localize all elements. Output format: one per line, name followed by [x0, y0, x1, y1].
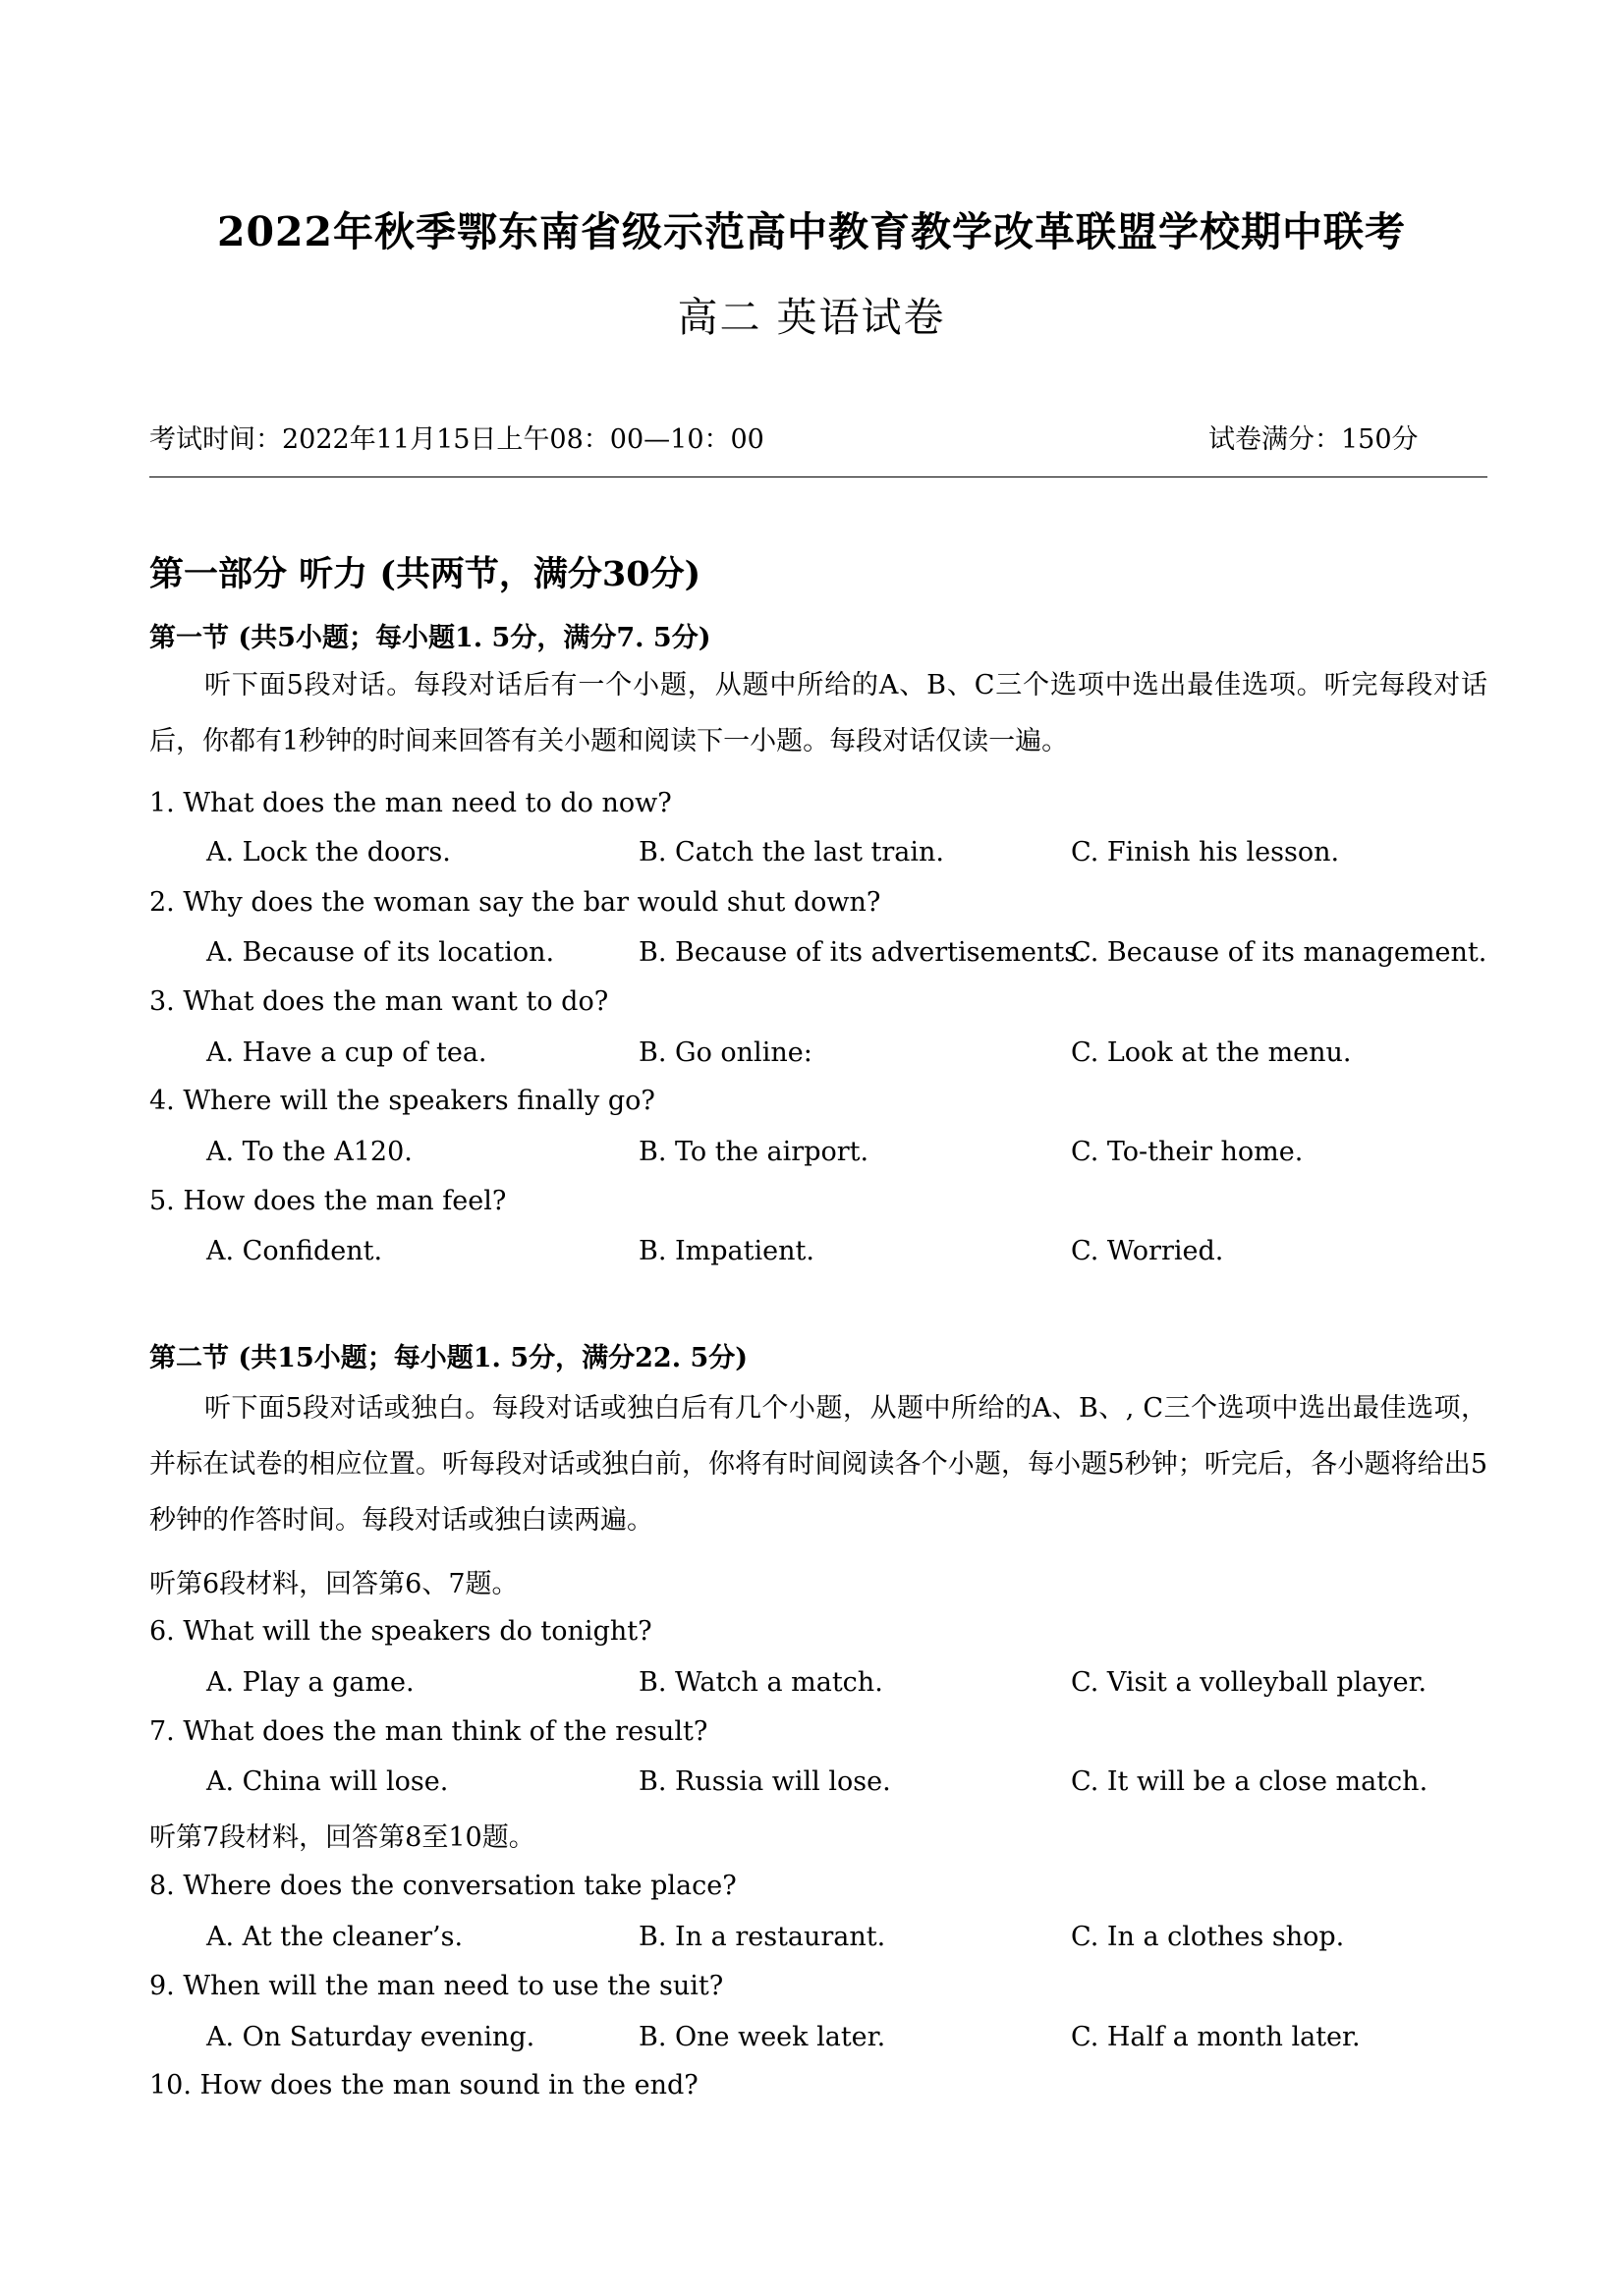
- question-6: 6. What will the speakers do tonight?: [149, 1616, 652, 1647]
- q3-option-c: C. Look at the menu.: [1071, 1037, 1352, 1068]
- q1-option-c: C. Finish his lesson.: [1071, 837, 1340, 868]
- q7-option-b: B. Russia will lose.: [639, 1766, 891, 1797]
- question-8: 8. Where does the conversation take place?: [149, 1871, 737, 1901]
- q8-option-c: C. In a clothes shop.: [1071, 1922, 1345, 1952]
- exam-title: 2022年秋季鄂东南省级示范高中教育教学改革联盟学校期中联考: [216, 208, 1407, 255]
- q3-option-a: A. Have a cup of tea.: [206, 1037, 487, 1068]
- q9-option-b: B. One week later.: [639, 2022, 886, 2052]
- question-1: 1. What does the man need to do now?: [149, 788, 672, 818]
- q7-option-c: C. It will be a close match.: [1071, 1766, 1428, 1797]
- exam-subtitle: 高二 英语试卷: [677, 294, 946, 341]
- question-2: 2. Why does the woman say the bar would shut down?: [149, 887, 881, 918]
- question-10: 10. How does the man sound in the end?: [149, 2070, 699, 2100]
- q8-option-b: B. In a restaurant.: [639, 1922, 886, 1952]
- part1-heading: 第一部分 听力 (共两节，满分30分): [149, 554, 701, 594]
- q2-option-a: A. Because of its location.: [206, 937, 555, 968]
- material-6-note: 听第6段材料，回答第6、7题。: [149, 1569, 519, 1599]
- q5-option-b: B. Impatient.: [639, 1236, 814, 1266]
- q5-option-a: A. Confident.: [206, 1236, 383, 1266]
- section2-instructions: 听下面5段对话或独白。每段对话或独白后有几个小题，从题中所给的A、B、, C三个选项中选出最佳选项，并标在试卷的相应位置。听每段对话或独白前，你将有时间阅读各个小题，每小题5秒钟；听完后，各小题将给出5秒钟的作答时间。每段对话或独白读两遍。: [149, 1393, 1487, 1536]
- question-3: 3. What does the man want to do?: [149, 986, 609, 1017]
- q1-option-b: B. Catch the last train.: [639, 837, 944, 868]
- q4-option-b: B. To the airport.: [639, 1137, 869, 1167]
- q3-option-b: B. Go online:: [639, 1037, 812, 1068]
- question-7: 7. What does the man think of the result?: [149, 1716, 708, 1747]
- q2-option-b: B. Because of its advertisements.: [639, 937, 1087, 968]
- q2-option-c: C. Because of its management.: [1071, 937, 1487, 968]
- q4-option-a: A. To the A120.: [206, 1137, 413, 1167]
- q4-option-c: C. To-their home.: [1071, 1137, 1304, 1167]
- full-score: 试卷满分：150分: [1208, 424, 1419, 455]
- q9-option-c: C. Half a month later.: [1071, 2022, 1361, 2052]
- section1-heading: 第一节 (共5小题；每小题1. 5分，满分7. 5分): [149, 623, 711, 653]
- q6-option-c: C. Visit a volleyball player.: [1071, 1667, 1427, 1698]
- question-4: 4. Where will the speakers finally go?: [149, 1086, 655, 1116]
- section2-heading: 第二节 (共15小题；每小题1. 5分，满分22. 5分): [149, 1343, 749, 1373]
- q5-option-c: C. Worried.: [1071, 1236, 1224, 1266]
- q1-option-a: A. Lock the doors.: [206, 837, 451, 868]
- q6-option-b: B. Watch a match.: [639, 1667, 883, 1698]
- question-9: 9. When will the man need to use the suit?: [149, 1971, 724, 2001]
- q7-option-a: A. China will lose.: [206, 1766, 449, 1797]
- exam-time: 考试时间：2022年11月15日上午08：00—10：00: [149, 424, 764, 455]
- q8-option-a: A. At the cleaner’s.: [206, 1922, 464, 1952]
- q6-option-a: A. Play a game.: [206, 1667, 415, 1698]
- question-5: 5. How does the man feel?: [149, 1186, 507, 1216]
- q9-option-a: A. On Saturday evening.: [206, 2022, 535, 2052]
- material-7-note: 听第7段材料，回答第8至10题。: [149, 1822, 535, 1853]
- header-divider: [149, 476, 1487, 477]
- section1-instructions: 听下面5段对话。每段对话后有一个小题，从题中所给的A、B、C三个选项中选出最佳选项。听完每段对话后，你都有1秒钟的时间来回答有关小题和阅读下一小题。每段对话仅读一遍。: [149, 670, 1487, 756]
